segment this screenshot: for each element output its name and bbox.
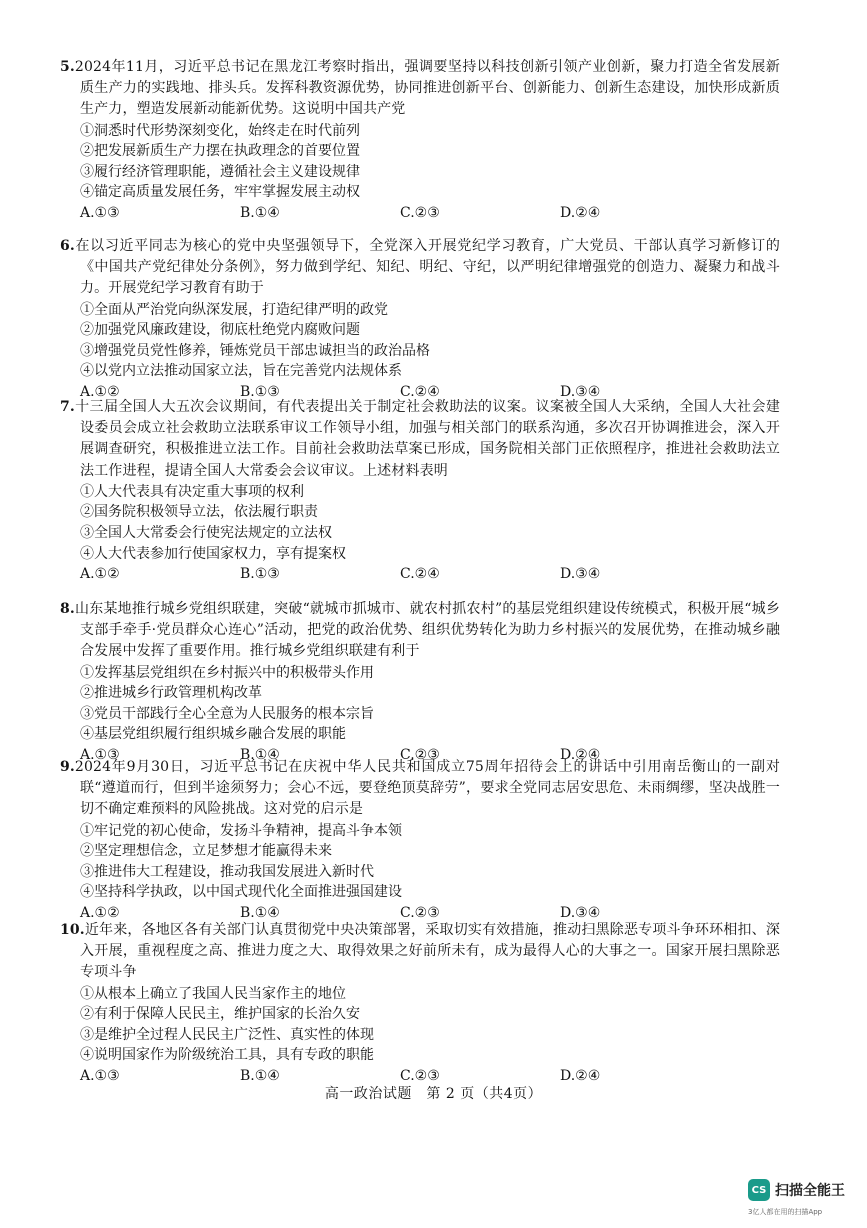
question-stem — [60, 920, 780, 984]
choice-b: B.①③ — [240, 383, 280, 400]
choice-c: C.②③ — [400, 1067, 440, 1084]
question-text: 在以习近平同志为核心的党中央坚强领导下，全党深入开展党纪学习教育，广大党员、干部认真学习新修订的《中国共产党纪律处分条例》，努力做到学纪、知纪、明纪、守纪，以严明纪律增强党的创造力、凝聚力和战斗力。开展党纪学习教育有助于 — [74, 238, 780, 297]
option-2: ②把发展新质生产力摆在执政理念的首要位置 — [80, 143, 360, 160]
choice-b: B.①④ — [240, 904, 280, 921]
page-footer: 高一政治试题 第 2 页（共4页） — [324, 1086, 543, 1102]
option-4: ④说明国家作为阶级统治工具，具有专政的职能 — [80, 1047, 374, 1064]
option-2: ②推进城乡行政管理机构改革 — [80, 685, 262, 702]
question-stem — [60, 397, 780, 482]
choice-d: D.③④ — [560, 383, 601, 400]
answer-choices — [60, 564, 780, 584]
choice-c: C.②④ — [400, 383, 440, 400]
question-number: 10. — [60, 922, 85, 938]
question-stem — [60, 757, 780, 821]
choice-c: C.②③ — [400, 904, 440, 921]
option-1: ①牢记党的初心使命，发扬斗争精神，提高斗争本领 — [80, 822, 402, 839]
option-3: ③推进伟大工程建设，推动我国发展进入新时代 — [80, 863, 374, 880]
scanner-watermark — [748, 1179, 858, 1219]
choice-c: C.②③ — [400, 746, 440, 763]
question-stem — [60, 599, 780, 663]
choice-d: D.③④ — [560, 566, 601, 583]
question-text: 2024年11月，习近平总书记在黑龙江考察时指出，强调要坚持以科技创新引领产业创新，聚力打造全省发展新质生产力的实践地、排头兵。发挥科教资源优势，协同推进创新平台、创新能力、创新生态建设，加快形成新质生产力，塑造发展新动能新优势。这说明中国共产党 — [74, 59, 780, 118]
option-1: ①洞悉时代形势深刻变化，始终走在时代前列 — [80, 122, 360, 139]
option-4: ④以党内立法推动国家立法，旨在完善党内法规体系 — [80, 363, 402, 380]
choice-a: A.①③ — [80, 746, 120, 763]
choice-c: C.②③ — [400, 204, 440, 221]
question-stem — [60, 236, 780, 300]
question-7 — [60, 397, 780, 584]
option-2: ②加强党风廉政建设，彻底杜绝党内腐败问题 — [80, 322, 360, 339]
choice-d: D.②④ — [560, 204, 601, 221]
question-number: 7. — [60, 399, 75, 415]
question-number: 5. — [60, 59, 75, 75]
question-text: 近年来，各地区各有关部门认真贯彻党中央决策部署，采取切实有效措施，推动扫黑除恶专项斗争环环相扣、深入开展，重视程度之高、推进力度之大、取得效果之好前所未有，成为最得人心的大事之一。国家开展扫黑除恶专项斗争 — [80, 922, 780, 981]
choice-b: B.①④ — [240, 1067, 280, 1084]
option-1: ①发挥基层党组织在乡村振兴中的积极带头作用 — [80, 664, 374, 681]
option-2: ②国务院积极领导立法，依法履行职责 — [80, 504, 318, 521]
option-3: ③全国人大常委会行使宪法规定的立法权 — [80, 525, 332, 541]
option-4: ④基层党组织履行组织城乡融合发展的职能 — [80, 726, 346, 743]
question-10 — [60, 920, 780, 1086]
question-8 — [60, 599, 780, 765]
option-3: ③党员干部践行全心全意为人民服务的根本宗旨 — [80, 705, 374, 722]
choice-a: A.①③ — [80, 1067, 120, 1084]
camscanner-logo-icon: CS — [748, 1179, 770, 1201]
question-text: 山东某地推行城乡党组织联建，突破“就城市抓城市、就农村抓农村”的基层党组织建设传统模式，积极开展“城乡支部手牵手·党员群众心连心”活动，把党的政治优势、组织优势转化为助力乡村振兴的发展优势，在推动城乡融合发展中发挥了重要作用。推行城乡党组织联建有利于 — [74, 601, 780, 660]
question-6 — [60, 236, 780, 402]
option-1: ①从根本上确立了我国人民当家作主的地位 — [80, 985, 346, 1002]
watermark-tagline: 3亿人都在用的扫描App — [748, 1208, 823, 1216]
choice-a: A.①② — [80, 383, 120, 400]
option-1: ①全面从严治党向纵深发展，打造纪律严明的政党 — [80, 301, 388, 318]
question-text: 2024年9月30日，习近平总书记在庆祝中华人民共和国成立75周年招待会上的讲话中引用南岳衡山的一副对联“遵道而行，但到半途须努力；会心不远，要登绝顶莫辞劳”，要求全党同志居安思危、未雨绸缪，坚决战胜一切不确定难预料的风险挑战。这对党的启示是 — [74, 759, 780, 818]
choice-a: A.①② — [80, 904, 120, 921]
choice-d: D.②④ — [560, 1067, 601, 1084]
question-text: 十三届全国人大五次会议期间，有代表提出关于制定社会救助法的议案。议案被全国人大采纳，全国人大社会建设委员会成立社会救助立法联系审议工作领导小组，加强与相关部门的联系沟通，多次召开协调推进会，深入开展调查研究，积极推进立法工作。目前社会救助法草案已形成，国务院相关部门正依照程序，推进社会救助法立法工作进程，提请全国人大常委会会议审议。上述材料表明 — [74, 399, 780, 479]
option-4: ④锚定高质量发展任务，牢牢掌握发展主动权 — [80, 184, 360, 201]
watermark-app-name: 扫描全能王 — [775, 1183, 845, 1199]
choice-a: A.①③ — [80, 204, 120, 221]
option-4: ④坚持科学执政，以中国式现代化全面推进强国建设 — [80, 884, 402, 901]
option-4: ④人大代表参加行使国家权力，享有提案权 — [80, 545, 346, 562]
option-3: ③是维护全过程人民民主广泛性、真实性的体现 — [80, 1026, 374, 1043]
option-2: ②有利于保障人民民主，维护国家的长治久安 — [80, 1006, 360, 1023]
question-number: 9. — [60, 759, 75, 775]
choice-c: C.②④ — [400, 566, 440, 583]
choice-a: A.①② — [80, 566, 120, 583]
option-1: ①人大代表具有决定重大事项的权利 — [80, 483, 304, 500]
question-5 — [60, 57, 780, 223]
option-2: ②坚定理想信念，立足梦想才能赢得未来 — [80, 843, 332, 860]
choice-d: D.②④ — [560, 746, 601, 763]
answer-choices — [60, 203, 780, 223]
choice-b: B.①④ — [240, 746, 280, 763]
question-9 — [60, 757, 780, 923]
option-3: ③增强党员党性修养，锤炼党员干部忠诚担当的政治品格 — [80, 342, 430, 359]
question-stem — [60, 57, 780, 121]
question-number: 8. — [60, 601, 75, 617]
option-3: ③履行经济管理职能，遵循社会主义建设规律 — [80, 163, 360, 180]
choice-b: B.①③ — [240, 566, 280, 583]
choice-b: B.①④ — [240, 204, 280, 221]
question-number: 6. — [60, 238, 75, 254]
choice-d: D.③④ — [560, 904, 601, 921]
